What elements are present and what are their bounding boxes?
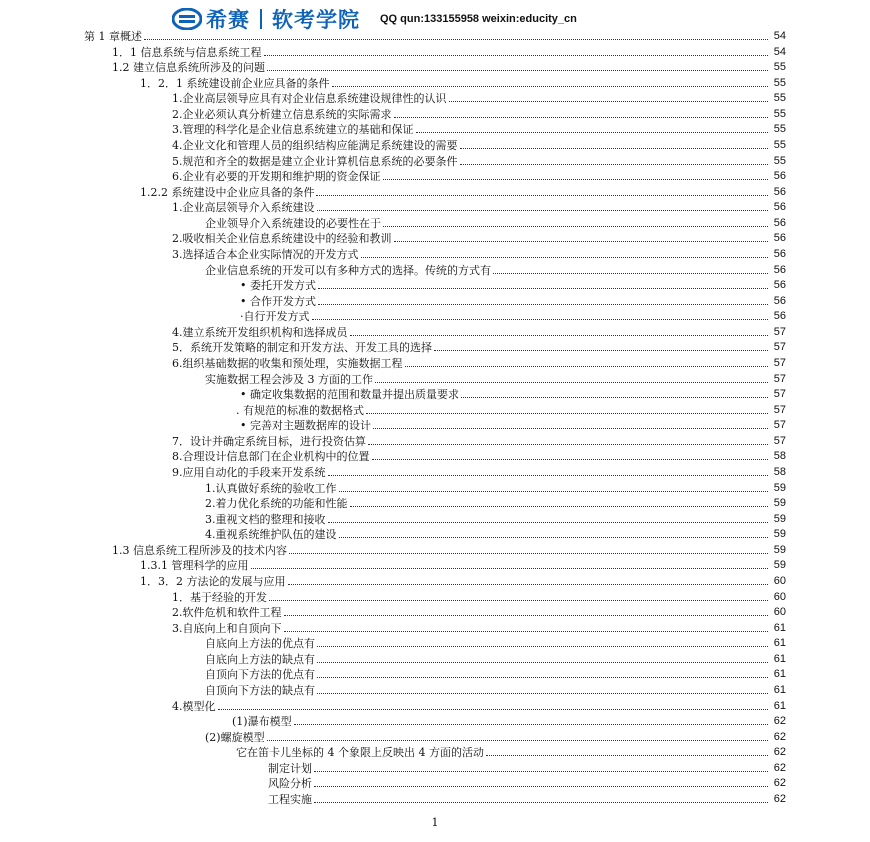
toc-dot-leader [328, 522, 769, 523]
toc-entry-page: 56 [773, 279, 786, 292]
toc-entry-page: 61 [773, 699, 786, 712]
toc-entry-title: 自顶向下方法的缺点有 [205, 683, 315, 697]
toc-entry-page: 61 [773, 637, 786, 650]
toc-entry-page: 56 [773, 201, 786, 214]
toc-dot-leader [416, 132, 769, 133]
toc-entry-title: 它在笛卡儿坐标的 4 个象限上反映出 4 方面的活动 [236, 746, 484, 760]
toc-entry-page: 57 [773, 341, 786, 354]
toc-dot-leader [328, 475, 769, 476]
toc-entry-page: 56 [773, 216, 786, 229]
toc-entry[interactable] [205, 526, 786, 541]
toc-entry-page: 55 [773, 107, 786, 120]
toc-entry-page: 56 [773, 247, 786, 260]
toc-entry[interactable] [140, 184, 786, 199]
toc-entry-page: 58 [773, 465, 786, 478]
toc-dot-leader [267, 740, 768, 741]
toc-entry-page: 54 [773, 30, 786, 42]
toc-entry-page: 60 [773, 590, 786, 603]
toc-entry[interactable] [205, 682, 786, 697]
toc-entry-title: . 有规范的标准的数据格式 [236, 403, 364, 417]
toc-entry[interactable] [172, 106, 786, 121]
toc-entry[interactable] [205, 215, 786, 230]
toc-dot-leader [460, 148, 769, 149]
toc-dot-leader [350, 335, 769, 336]
toc-entry-title: 1.2.2 系统建设中企业应具备的条件 [140, 185, 315, 199]
toc-dot-leader [316, 195, 768, 196]
toc-entry[interactable] [205, 371, 786, 386]
toc-entry[interactable] [268, 775, 786, 790]
toc-entry-title: 1.3.1 管理科学的应用 [140, 559, 249, 573]
toc-entry[interactable] [205, 480, 786, 495]
toc-entry-title: 8.合理设计信息部门在企业机构中的位置 [172, 450, 370, 464]
toc-entry-title: 4.建立系统开发组织机构和选择成员 [172, 325, 348, 339]
toc-entry-page: 55 [773, 92, 786, 105]
toc-dot-leader [312, 319, 769, 320]
toc-entry-title: 1.2 建立信息系统所涉及的问题 [112, 61, 265, 75]
toc-entry-title: • 完善对主题数据库的设计 [240, 419, 371, 433]
toc-entry-page: 61 [773, 668, 786, 681]
toc-entry[interactable] [205, 262, 786, 277]
toc-entry[interactable] [232, 713, 786, 728]
toc-entry-title: 风险分析 [268, 777, 312, 791]
toc-entry-title: 2.软件危机和软件工程 [172, 606, 282, 620]
toc-entry[interactable] [112, 59, 786, 74]
toc-dot-leader [372, 459, 769, 460]
toc-entry-title: 6.组织基础数据的收集和预处理，实施数据工程 [172, 356, 403, 370]
toc-entry[interactable] [172, 168, 786, 183]
toc-dot-leader [394, 241, 769, 242]
toc-entry[interactable] [172, 121, 786, 136]
page-number: 1 [431, 816, 439, 829]
toc-entry[interactable] [112, 44, 786, 59]
toc-entry-title: 1．1 信息系统与信息系统工程 [112, 45, 262, 59]
toc-entry[interactable] [240, 308, 786, 323]
toc-entry-page: 56 [773, 310, 786, 323]
toc-entry[interactable] [240, 277, 786, 292]
toc-entry-title: 5．系统开发策略的制定和开发方法、开发工具的选择 [172, 341, 432, 355]
toc-entry-title: 实施数据工程会涉及 3 方面的工作 [205, 372, 373, 386]
toc-entry[interactable] [172, 246, 786, 261]
toc-entry-page: 59 [773, 543, 786, 556]
toc-dot-leader [264, 55, 769, 56]
toc-dot-leader [317, 210, 769, 211]
brand-subtitle: 软考学院 [272, 8, 360, 32]
toc-dot-leader [294, 724, 768, 725]
toc-entry[interactable] [236, 402, 786, 417]
toc-entry-title: 4.模型化 [172, 699, 216, 713]
toc-dot-leader [314, 786, 768, 787]
toc-dot-leader [368, 444, 768, 445]
toc-entry-title: (2)螺旋模型 [205, 730, 265, 744]
toc-dot-leader [383, 179, 769, 180]
toc-entry-page: 57 [773, 419, 786, 432]
toc-entry-title: 1．2．1 系统建设前企业应具备的条件 [140, 76, 330, 90]
toc-entry[interactable] [172, 339, 786, 354]
toc-dot-leader [289, 553, 768, 554]
contact-info: QQ qun:133155958 weixin:educity_cn [380, 13, 577, 25]
toc-entry[interactable] [240, 417, 786, 432]
toc-entry-title: 企业信息系统的开发可以有多种方式的选择。传统的方式有 [205, 263, 491, 277]
toc-dot-leader [394, 117, 769, 118]
toc-entry[interactable] [205, 729, 786, 744]
toc-dot-leader [318, 304, 768, 305]
toc-entry-title: 7．设计并确定系统目标，进行投资估算 [172, 434, 366, 448]
toc-dot-leader [461, 397, 768, 398]
toc-dot-leader [350, 506, 769, 507]
toc-dot-leader [269, 600, 768, 601]
toc-entry-page: 59 [773, 528, 786, 541]
toc-entry[interactable] [172, 448, 786, 463]
toc-entry-page: 59 [773, 497, 786, 510]
toc-entry[interactable] [240, 293, 786, 308]
toc-entry[interactable] [140, 557, 786, 572]
toc-entry-title: 4.重视系统维护队伍的建设 [205, 528, 337, 542]
toc-entry-page: 61 [773, 652, 786, 665]
toc-dot-leader [284, 615, 769, 616]
toc-dot-leader [218, 709, 769, 710]
toc-entry-page: 57 [773, 388, 786, 401]
toc-dot-leader [373, 428, 768, 429]
toc-entry[interactable] [84, 28, 786, 43]
toc-dot-leader [317, 677, 768, 678]
toc-entry-page: 62 [773, 746, 786, 759]
toc-entry-page: 59 [773, 481, 786, 494]
toc-entry[interactable] [172, 433, 786, 448]
toc-entry-page: 55 [773, 154, 786, 167]
toc-entry[interactable] [172, 604, 786, 619]
toc-entry-title: 制定计划 [268, 761, 312, 775]
toc-entry[interactable] [268, 760, 786, 775]
toc-entry-page: 61 [773, 683, 786, 696]
toc-dot-leader [267, 70, 768, 71]
toc-entry-page: 56 [773, 185, 786, 198]
toc-entry-title: 自顶向下方法的优点有 [205, 668, 315, 682]
toc-entry-title: 1.认真做好系统的验收工作 [205, 481, 337, 495]
toc-entry[interactable] [205, 666, 786, 681]
toc-entry[interactable] [140, 75, 786, 90]
toc-entry-title: 自底向上方法的缺点有 [205, 652, 315, 666]
toc-entry-page: 57 [773, 403, 786, 416]
toc-entry[interactable] [172, 153, 786, 168]
toc-entry-page: 56 [773, 170, 786, 183]
toc-entry-page: 62 [773, 761, 786, 774]
toc-entry-title: 5.规范和齐全的数据是建立企业计算机信息系统的必要条件 [172, 154, 458, 168]
toc-dot-leader [314, 802, 768, 803]
toc-entry-title: • 确定收集数据的范围和数量并提出质量要求 [240, 388, 459, 402]
toc-entry-title: 第 1 章概述 [84, 30, 142, 43]
toc-entry-title: 2.企业必须认真分析建立信息系统的实际需求 [172, 107, 392, 121]
toc-dot-leader [317, 646, 768, 647]
brand-name: 希赛 [206, 8, 250, 32]
toc-entry-title: • 合作开发方式 [240, 294, 316, 308]
toc-entry-page: 58 [773, 450, 786, 463]
toc-entry-title: 1.企业高层领导应具有对企业信息系统建设规律性的认识 [172, 92, 447, 106]
toc-dot-leader [434, 350, 768, 351]
toc-entry-page: 62 [773, 730, 786, 743]
toc-entry-page: 55 [773, 76, 786, 89]
toc-dot-leader [493, 273, 768, 274]
toc-entry-page: 62 [773, 792, 786, 805]
toc-entry-page: 54 [773, 45, 786, 58]
toc-entry[interactable] [172, 199, 786, 214]
toc-dot-leader [383, 226, 768, 227]
toc-entry-title: 1.3 信息系统工程所涉及的技术内容 [112, 543, 287, 557]
toc-entry-page: 55 [773, 61, 786, 74]
toc-entry[interactable] [172, 355, 786, 370]
toc-entry-title: 1．3．2 方法论的发展与应用 [140, 574, 286, 588]
toc-entry-page: 59 [773, 559, 786, 572]
toc-dot-leader [339, 537, 769, 538]
toc-dot-leader [144, 39, 768, 40]
toc-entry-title: 企业领导介入系统建设的必要性在于 [205, 216, 381, 230]
toc-entry-page: 57 [773, 372, 786, 385]
toc-entry[interactable] [172, 464, 786, 479]
toc-dot-leader [366, 413, 768, 414]
toc-entry-title: 2.着力优化系统的功能和性能 [205, 497, 348, 511]
toc-entry-page: 62 [773, 777, 786, 790]
toc-dot-leader [288, 584, 769, 585]
toc-dot-leader [375, 382, 768, 383]
toc-entry-page: 61 [773, 621, 786, 634]
toc-entry-title: 6.企业有必要的开发期和维护期的资金保证 [172, 170, 381, 184]
toc-entry[interactable] [172, 589, 786, 604]
toc-entry-page: 56 [773, 263, 786, 276]
toc-entry-title: (1)瀑布模型 [232, 715, 292, 729]
toc-dot-leader [361, 257, 769, 258]
toc-entry-page: 55 [773, 123, 786, 136]
toc-entry-title: 3.管理的科学化是企业信息系统建立的基础和保证 [172, 123, 414, 137]
toc-entry-title: 2.吸收相关企业信息系统建设中的经验和教训 [172, 232, 392, 246]
toc-entry-title: 自底向上方法的优点有 [205, 637, 315, 651]
toc-dot-leader [317, 693, 768, 694]
toc-entry-title: 1.企业高层领导介入系统建设 [172, 201, 315, 215]
toc-dot-leader [332, 86, 769, 87]
toc-entry-page: 57 [773, 356, 786, 369]
toc-entry[interactable] [205, 495, 786, 510]
toc-dot-leader [251, 568, 769, 569]
toc-entry[interactable] [205, 635, 786, 650]
toc-entry[interactable] [172, 137, 786, 152]
toc-dot-leader [314, 771, 768, 772]
toc-dot-leader [284, 631, 769, 632]
toc-entry-title: ·自行开发方式 [240, 310, 310, 324]
toc-entry-page: 60 [773, 574, 786, 587]
toc-entry-title: 3.自底向上和自顶向下 [172, 621, 282, 635]
toc-entry-page: 56 [773, 232, 786, 245]
toc-entry[interactable] [172, 324, 786, 339]
toc-entry-page: 56 [773, 294, 786, 307]
xisai-logo-icon [172, 8, 202, 30]
toc-entry-title: 3.重视文档的整理和接收 [205, 512, 326, 526]
toc-dot-leader [449, 101, 769, 102]
toc-entry-page: 55 [773, 138, 786, 151]
toc-entry-title: 4.企业文化和管理人员的组织结构应能满足系统建设的需要 [172, 138, 458, 152]
toc-entry-page: 59 [773, 512, 786, 525]
toc-entry[interactable] [268, 791, 786, 806]
toc-dot-leader [339, 491, 769, 492]
brand-divider [260, 9, 262, 29]
toc-entry-page: 60 [773, 606, 786, 619]
toc-dot-leader [318, 288, 768, 289]
toc-entry[interactable] [205, 511, 786, 526]
toc-entry-title: 3.选择适合本企业实际情况的开发方式 [172, 247, 359, 261]
toc-entry[interactable] [172, 620, 786, 635]
toc-entry-title: 1．基于经验的开发 [172, 590, 267, 604]
toc-entry-page: 57 [773, 434, 786, 447]
toc-entry-title: • 委托开发方式 [240, 279, 316, 293]
toc-dot-leader [486, 755, 768, 756]
toc-entry-page: 57 [773, 325, 786, 338]
toc-entry[interactable] [205, 651, 786, 666]
toc-entry[interactable] [112, 542, 786, 557]
toc-entry[interactable] [172, 90, 786, 105]
toc-entry-page: 62 [773, 715, 786, 728]
toc-entry[interactable] [140, 573, 786, 588]
toc-entry-title: 工程实施 [268, 792, 312, 806]
toc-entry[interactable] [172, 230, 786, 245]
toc-dot-leader [317, 662, 768, 663]
toc-entry[interactable] [172, 698, 786, 713]
toc-dot-leader [460, 164, 769, 165]
toc-entry[interactable] [236, 744, 786, 759]
toc-entry-title: 9.应用自动化的手段来开发系统 [172, 465, 326, 479]
toc-entry[interactable] [240, 386, 786, 401]
toc-dot-leader [405, 366, 769, 367]
